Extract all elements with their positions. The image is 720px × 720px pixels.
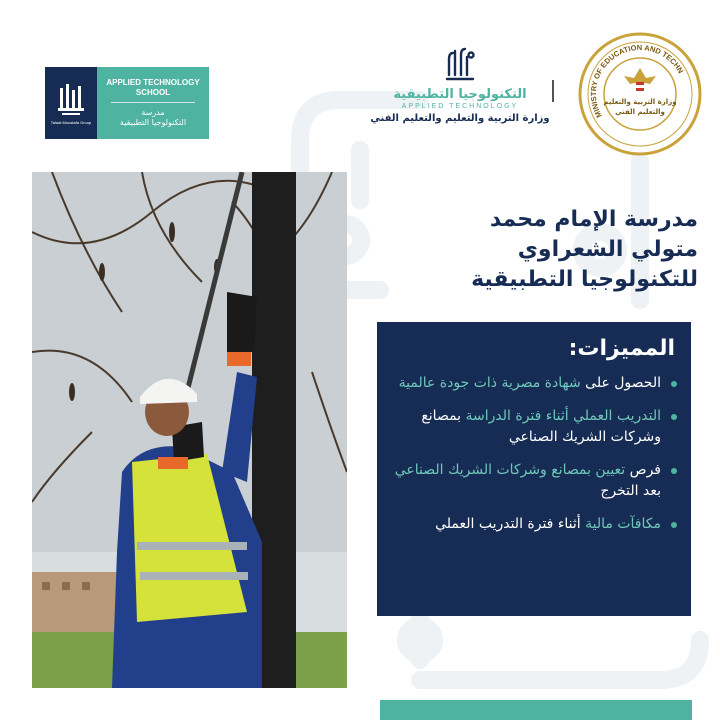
bullet-icon <box>671 414 677 420</box>
features-panel <box>377 322 691 616</box>
feature-text: على <box>580 375 610 391</box>
applied-technology-logo <box>360 45 560 150</box>
title-line2: متولي الشعراوي <box>517 237 698 262</box>
logo-separator <box>552 80 554 102</box>
bullet-icon <box>671 522 677 528</box>
school-title <box>420 205 698 295</box>
bullet-icon <box>671 468 677 474</box>
school-name-en-line2: SCHOOL <box>135 87 171 97</box>
svg-text:وزارة التربية والتعليم: وزارة التربية والتعليم <box>603 98 677 106</box>
ministry-name: وزارة التربية والتعليم والتعليم الفني <box>370 113 550 124</box>
applied-technology-mark-icon <box>443 45 477 85</box>
tmg-mark-icon <box>56 82 86 118</box>
talaat-moustafa-logo <box>45 67 97 139</box>
features-list <box>391 373 675 535</box>
applied-technology-school-logo <box>45 67 209 139</box>
features-heading: المميزات: <box>568 336 675 361</box>
bullet-icon <box>671 381 677 387</box>
title-line3: للتكنولوجيا التطبيقية <box>471 267 698 292</box>
feature-text: بمصانع وشركات الشريك الصناعي <box>421 408 661 445</box>
feature-text: الحصول <box>609 375 661 391</box>
applied-technology-ar: التكنولوجيا التطبيقية <box>393 87 527 102</box>
school-name-ar-line2: التكنولوجيا التطبيقية <box>119 118 187 128</box>
bottom-accent-bar <box>380 700 692 720</box>
applied-technology-en: APPLIED TECHNOLOGY <box>401 103 519 110</box>
feature-highlight: مكافآت مالية <box>580 516 661 532</box>
feature-item <box>391 514 675 535</box>
feature-item <box>391 406 675 448</box>
feature-highlight: شهادة مصرية ذات جودة عالمية <box>398 375 581 391</box>
feature-item <box>391 460 675 502</box>
svg-text:والتعليم الفني: والتعليم الفني <box>615 108 665 116</box>
group-label: Talaat Moustafa Group <box>50 119 92 125</box>
feature-highlight: تعيين بمصانع وشركات الشريك الصناعي <box>394 462 626 478</box>
school-name-en-line1: APPLIED TECHNOLOGY <box>106 77 200 87</box>
ministry-seal-logo <box>578 32 702 156</box>
feature-highlight: التدريب العملي أثناء فترة الدراسة <box>461 408 661 424</box>
school-name-ar-line1: مدرسة <box>141 108 165 118</box>
title-line1: مدرسة الإمام محمد <box>489 207 698 232</box>
feature-text: بعد التخرج <box>600 483 661 499</box>
student-photo <box>32 172 347 688</box>
logo-divider <box>111 102 194 103</box>
svg-text:MINISTRY OF EDUCATION AND TECH: MINISTRY OF EDUCATION AND TECHNICAL <box>588 42 686 120</box>
feature-text: أثناء فترة التدريب العملي <box>435 516 581 532</box>
feature-item <box>391 373 675 394</box>
feature-text: فرص <box>625 462 661 478</box>
